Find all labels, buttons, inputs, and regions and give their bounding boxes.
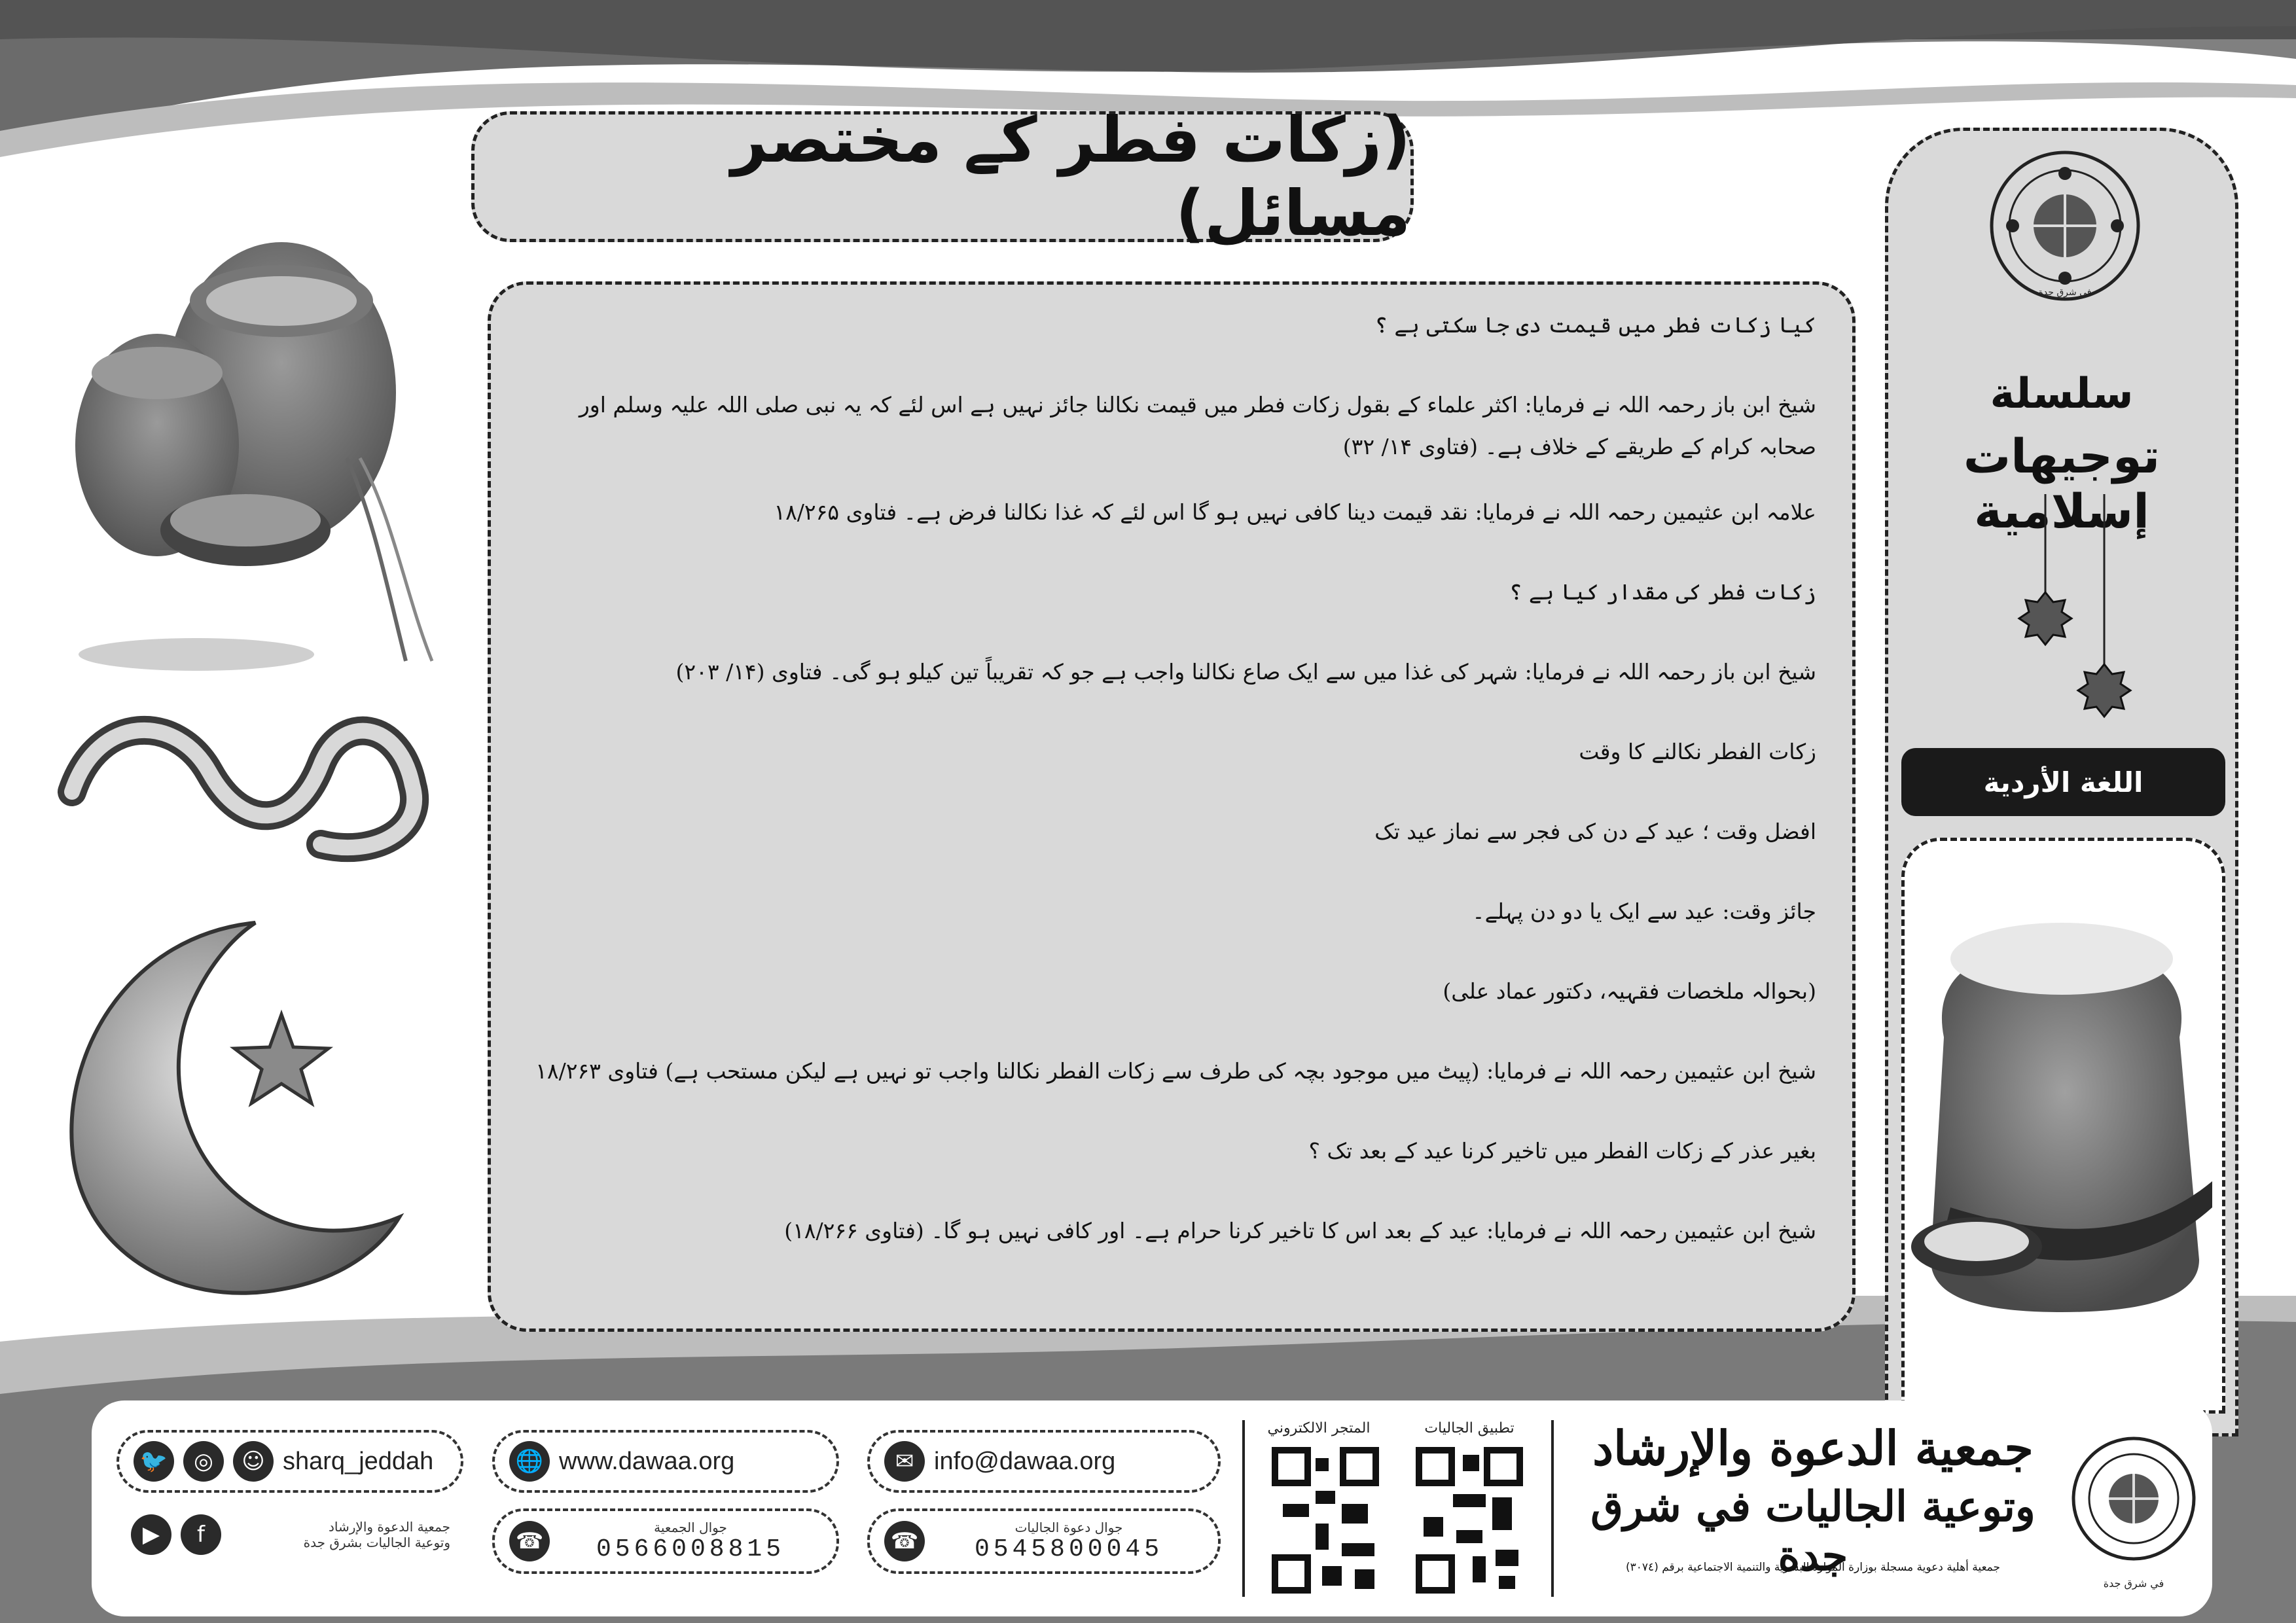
phone-icon: ☎ <box>884 1521 925 1561</box>
email-link[interactable]: info@dawaa.org <box>934 1447 1116 1475</box>
youtube-icon[interactable]: ▶ <box>131 1514 171 1555</box>
org-name-line2: وتوعية الجاليات في شرق جدة <box>1590 1482 2036 1580</box>
crescent-star-illustration <box>59 910 425 1315</box>
content-box <box>488 281 1856 1332</box>
ramadan-calligraphy <box>46 674 439 870</box>
question-qiyamat: کیا زکات فطر میں قیمت دی جا سکتی ہے ؟ <box>1374 312 1816 338</box>
question-delay: بغیر عذر کے زکات الفطر میں تاخیر کرنا عید کے بعد تک ؟ <box>1308 1138 1816 1164</box>
series-title-line1: سلسلة <box>1990 370 2134 418</box>
jaiz-waqt: جائز وقت: عید سے ایک یا دو دن پہلے۔ <box>1472 899 1816 924</box>
page-title: (زکات فطر کے مختصر مسائل) <box>730 103 1410 250</box>
org-license: جمعية أهلية دعوية مسجلة بوزارة الموارد البشرية والتنمية الاجتماعية برقم (٣٠٧٤) <box>1626 1561 2000 1574</box>
phone-icon: ☎ <box>509 1521 550 1561</box>
heading-waqt: زکات الفطر نکالنے کا وقت <box>1579 739 1816 764</box>
communities-phone-label: جوال دعوة الجاليات <box>1014 1519 1123 1535</box>
qr-store-label: المتجر الالكتروني <box>1267 1420 1371 1436</box>
svg-text:في شرق جدة: في شرق جدة <box>2038 287 2092 298</box>
website-pill[interactable] <box>492 1430 839 1493</box>
svg-text:في شرق جدة: في شرق جدة <box>2103 1577 2164 1590</box>
twitter-icon[interactable]: 🐦 <box>134 1441 174 1482</box>
website-link[interactable]: www.dawaa.org <box>559 1447 735 1475</box>
org-name-line1: جمعية الدعوة والإرشاد <box>1592 1420 2034 1476</box>
hanging-stars-ornament <box>2013 494 2144 730</box>
question-miqdar: زکات فطر کی مقدار کیا ہے ؟ <box>1509 579 1816 605</box>
footer-association-logo <box>2068 1420 2199 1597</box>
association-logo <box>1986 147 2144 304</box>
assoc-phone-block <box>559 1520 822 1563</box>
answer-ibn-baz-miqdar: شیخ ابن باز رحمہ اللہ نے فرمایا: شہر کی غذا میں سے ایک صاع نکالنا واجب ہے جو کہ تقریباً تین کیلو ہو گی۔ فتاوی (۱۴/ ۲۰۳) <box>675 659 1816 685</box>
instagram-icon[interactable]: ◎ <box>183 1441 224 1482</box>
communities-phone-number: 0545800045 <box>974 1535 1164 1563</box>
facebook-icon[interactable]: f <box>181 1514 221 1555</box>
assoc-name-line2: وتوعية الجاليات بشرق جدة <box>303 1535 450 1550</box>
qr-app-label: تطبيق الجاليات <box>1424 1420 1515 1436</box>
footer-divider-2 <box>1551 1420 1554 1597</box>
answer-ibn-uthaymeen-delay: شیخ ابن عثیمین رحمہ اللہ نے فرمایا: عید کے بعد اس کا تاخیر کرنا حرام ہے۔ اور کافی نہیں ہو گا۔ (فتاوی ۱۸/۲۶۶) <box>784 1218 1816 1243</box>
assoc-name-block <box>230 1519 463 1550</box>
language-badge: اللغة الأردية <box>1901 748 2225 816</box>
afzal-waqt: افضل وقت ؛ عید کے دن کی فجر سے نماز عید تک <box>1374 819 1816 844</box>
answer-ibn-uthaymeen-qiyamat: علامہ ابن عثیمین رحمہ اللہ نے فرمایا: نقد قیمت دینا کافی نہیں ہو گا اس لئے کہ غذا نکالنا فرض ہے۔ فتاوی ۱۸/۲۶۵ <box>774 499 1816 525</box>
grain-sacks-illustration <box>65 242 458 687</box>
svg-text:رمضان: رمضان <box>232 859 252 866</box>
assoc-phone-label: جوال الجمعية <box>654 1519 727 1535</box>
assoc-name-line1: جمعية الدعوة والإرشاد <box>329 1519 450 1535</box>
series-title-line2: توجيهات إسلامية <box>1963 429 2161 539</box>
social-pill[interactable] <box>117 1430 463 1493</box>
globe-icon: 🌐 <box>509 1441 550 1482</box>
assoc-phone-pill[interactable] <box>492 1508 839 1574</box>
footer-divider <box>1242 1420 1245 1597</box>
title-box <box>471 103 1414 250</box>
email-pill[interactable] <box>867 1430 1221 1493</box>
communities-phone-pill[interactable] <box>867 1508 1221 1574</box>
rice-sack-illustration <box>1905 841 2222 1410</box>
app-qr-code[interactable] <box>1414 1445 1525 1596</box>
social-handle: sharq_jeddah <box>283 1447 434 1475</box>
email-icon: ✉ <box>884 1441 925 1482</box>
answer-ibn-baz-qiyamat: شیخ ابن باز رحمہ اللہ نے فرمایا: اکثر علماء کے بقول زکات فطر میں قیمت نکالنا جائز نہیں ہے اس لئے کہ یہ نبی صلی اللہ علیہ وسلم اور صحابہ کرام کے طریقے کے خلاف ہے۔ (فتاوی ۱۴/ ۳۲) <box>579 392 1816 459</box>
social-secondary <box>117 1502 463 1567</box>
footer <box>92 1400 2212 1616</box>
answer-ibn-uthaymeen-pregnant: شیخ ابن عثیمین رحمہ اللہ نے فرمایا: (پیٹ میں موجود بچہ کی طرف سے زکات الفطر نکالنا واجب تو نہیں ہے لیکن مستحب ہے) فتاوی ۱۸/۲۶۳ <box>535 1058 1816 1084</box>
snapchat-icon[interactable]: ☺ <box>233 1441 274 1482</box>
assoc-phone-number: 0566008815 <box>596 1535 785 1563</box>
store-qr-code[interactable] <box>1270 1445 1381 1596</box>
reference: (بحوالہ ملخصات فقہیہ، دکتور عماد علی) <box>1443 978 1816 1004</box>
rice-sack-frame <box>1901 838 2225 1414</box>
communities-phone-block <box>934 1520 1204 1563</box>
